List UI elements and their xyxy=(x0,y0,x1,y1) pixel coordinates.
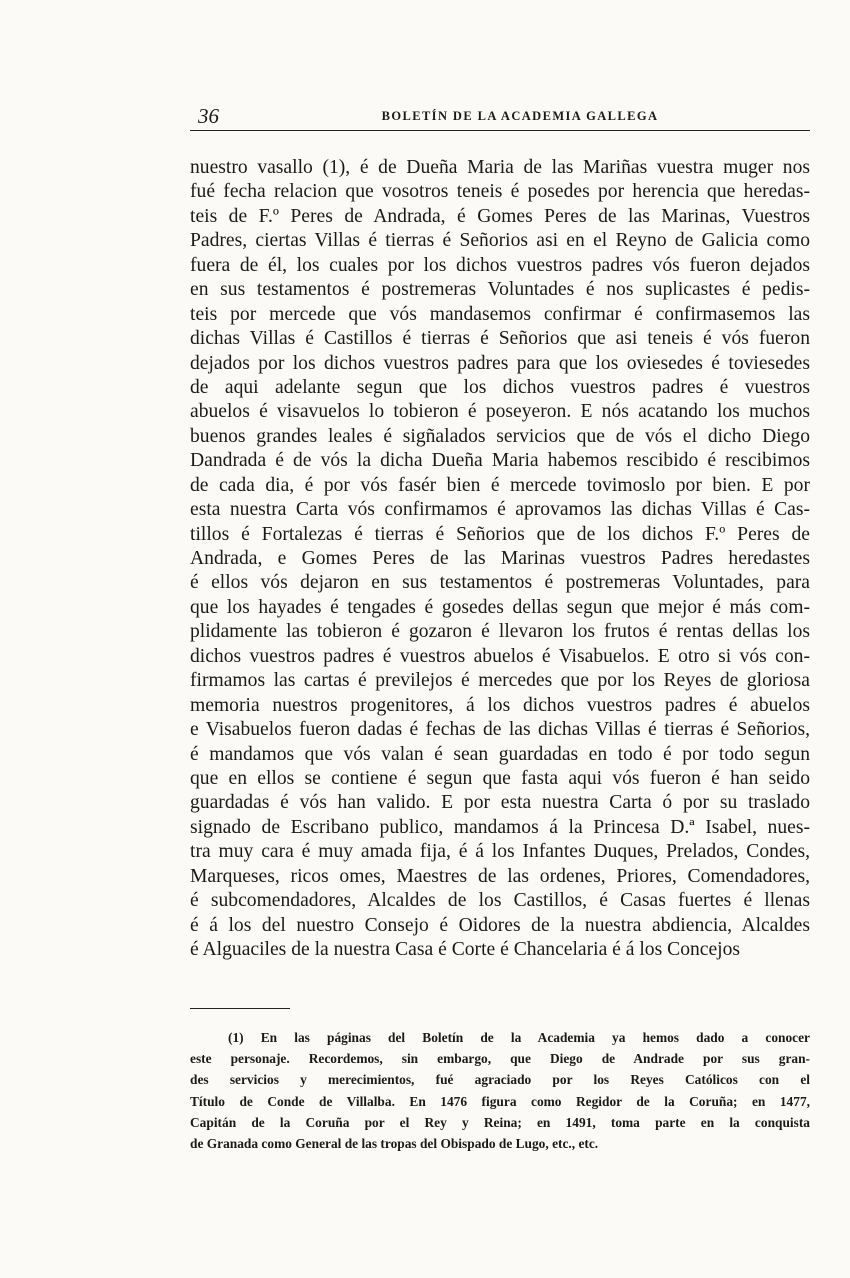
footnote-line: Capitán de la Coruña por el Rey y Reina; en 1491, toma parte en la conquista xyxy=(190,1114,810,1130)
text-line: que en ellos se contiene é segun que fasta aqui vós fueron é han seido xyxy=(190,767,810,789)
footnote-line: de Granada como General de las tropas del Obispado de Lugo, etc., etc. xyxy=(190,1135,599,1151)
text-line: buenos grandes leales é sigñalados servicios que de vós el dicho Diego xyxy=(190,425,810,447)
text-line: dichos vuestros padres é vuestros abuelos é Visabuelos. E otro si vós con- xyxy=(190,645,810,667)
text-line: e Visabuelos fueron dadas é fechas de las dichas Villas é tierras é Señorios, xyxy=(190,719,810,741)
footnote-line: (1) En las páginas del Boletín de la Academia ya hemos dado a conocer xyxy=(228,1030,810,1045)
text-line: Padres, ciertas Villas é tierras é Señorios asi en el Reyno de Galicia como xyxy=(190,230,810,252)
footnote-line: este personaje. Recordemos, sin embargo, que Diego de Andrade por sus gran- xyxy=(190,1051,810,1067)
page-number: 36 xyxy=(198,104,219,128)
text-line: teis por mercede que vós mandasemos confirmar é confirmasemos las xyxy=(190,303,810,325)
footnotes xyxy=(190,1027,810,1154)
text-line: guardadas é vós han valido. E por esta nuestra Carta ó por su traslado xyxy=(190,792,810,814)
text-line: en sus testamentos é postremeras Voluntades é nos suplicastes é pedis- xyxy=(190,279,810,301)
text-line: dejados por los dichos vuestros padres para que los oviesedes é toviesedes xyxy=(190,352,810,374)
text-line: firmamos las cartas é previlejos é mercedes que por los Reyes de gloriosa xyxy=(190,670,810,692)
page-header xyxy=(190,104,810,131)
text-line: é á los del nuestro Consejo é Oidores de la nuestra abdiencia, Alcaldes xyxy=(190,914,810,936)
text-line: signado de Escribano publico, mandamos á la Princesa D.ª Isabel, nues- xyxy=(190,816,810,838)
text-line: teis de F.º Peres de Andrada, é Gomes Peres de las Marinas, Vuestros xyxy=(190,205,810,227)
text-line: é mandamos que vós valan é sean guardadas en todo é por todo segun xyxy=(190,743,810,765)
text-line: é Alguaciles de la nuestra Casa é Corte é Chancelaria é á los Concejos xyxy=(190,939,741,960)
text-line: plidamente las tobieron é gozaron é llevaron los frutos é rentas dellas los xyxy=(190,621,810,643)
body-text xyxy=(190,156,810,962)
footnote-rule xyxy=(190,1008,290,1009)
text-line: Dandrada é de vós la dicha Dueña Maria habemos rescibido é rescibimos xyxy=(190,450,810,472)
footnote-line: des servicios y merecimientos, fué agraciado por los Reyes Católicos con el xyxy=(190,1072,810,1088)
text-line: tillos é Fortalezas é tierras é Señorios que de los dichos F.º Peres de xyxy=(190,523,810,545)
text-line: de cada dia, é por vós fasér bien é mercede tovimoslo por bien. E por xyxy=(190,474,810,496)
text-line: memoria nuestros progenitores, á los dichos vuestros padres é abuelos xyxy=(190,694,810,716)
text-line: fué fecha relacion que vosotros teneis é posedes por herencia que heredas- xyxy=(190,181,810,203)
text-line: é subcomendadores, Alcaldes de los Castillos, é Casas fuertes é llenas xyxy=(190,890,810,912)
footnote-line: Título de Conde de Villalba. En 1476 figura como Regidor de la Coruña; en 1477, xyxy=(190,1093,810,1109)
running-title: BOLETÍN DE LA ACADEMIA GALLEGA xyxy=(381,109,659,123)
text-line: de aqui adelante segun que los dichos vuestros padres é vuestros xyxy=(190,376,810,398)
text-line: tra muy cara é muy amada fija, é á los Infantes Duques, Prelados, Condes, xyxy=(190,841,810,863)
text-line: Marqueses, ricos omes, Maestres de las ordenes, Priores, Comendadores, xyxy=(190,865,810,887)
text-line: abuelos é visavuelos lo tobieron é poseyeron. E nós acatando los muchos xyxy=(190,401,810,423)
text-line: nuestro vasallo (1), é de Dueña Maria de las Mariñas vuestra muger nos xyxy=(190,157,810,178)
text-line: Andrada, e Gomes Peres de las Marinas vuestros Padres heredastes xyxy=(190,548,810,569)
text-line: esta nuestra Carta vós confirmamos é aprovamos las dichas Villas é Cas- xyxy=(190,499,810,521)
text-line: que los hayades é tengades é gosedes dellas segun que mejor é más com- xyxy=(190,596,810,618)
text-line: fuera de él, los cuales por los dichos vuestros padres vós fueron dejados xyxy=(190,254,810,276)
text-line: é ellos vós dejaron en sus testamentos é postremeras Voluntades, para xyxy=(190,572,810,594)
text-line: dichas Villas é Castillos é tierras é Señorios que asi teneis é vós fueron xyxy=(190,328,810,350)
